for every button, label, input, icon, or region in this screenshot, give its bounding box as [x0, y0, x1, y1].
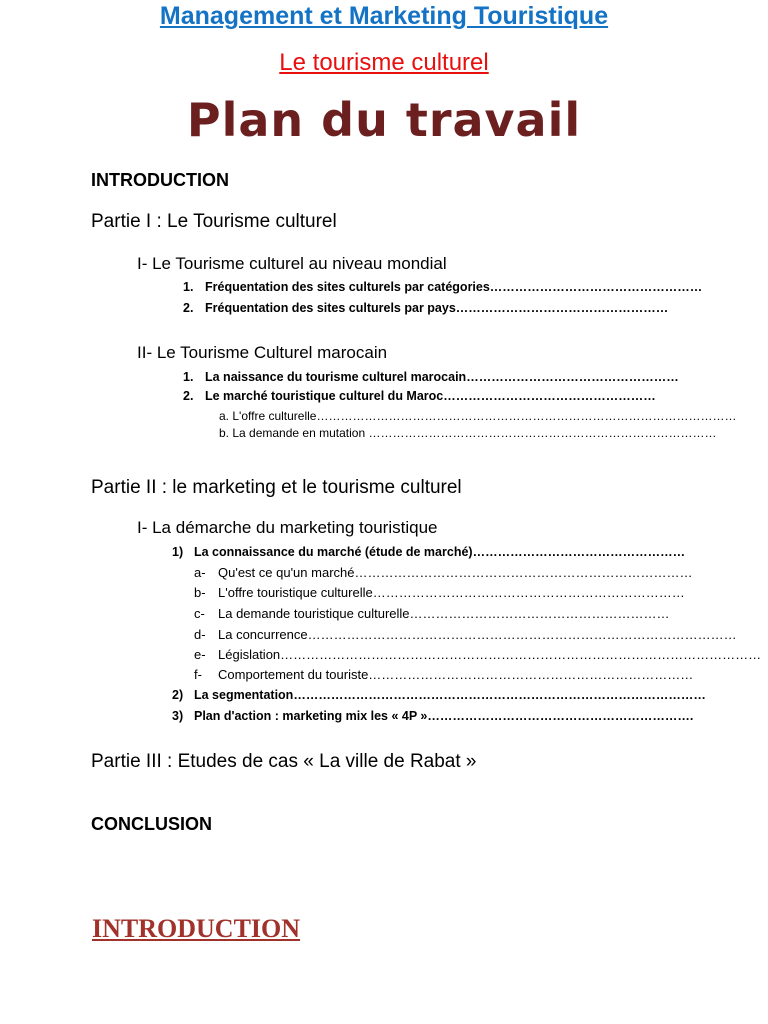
- list-letter: a-: [194, 565, 206, 580]
- list-number: 2.: [183, 389, 194, 403]
- list-text: Le marché touristique culturel du Maroc……………………………………………: [205, 389, 656, 403]
- partie1-title: Partie I : Le Tourisme culturel: [91, 211, 337, 232]
- list-letter: c-: [194, 606, 205, 621]
- list-text: Fréquentation des sites culturels par pays……………………………………………: [205, 301, 669, 315]
- list-subitem: [194, 564, 692, 582]
- list-text: La segmentation………………………………………………………………………………………: [194, 688, 706, 702]
- list-text: La connaissance du marché (étude de marché)……………………………………………: [194, 545, 686, 559]
- list-item: [183, 368, 679, 386]
- list-item: [183, 278, 702, 296]
- list-text: Qu'est ce qu'un marché……………………………………………………………………: [218, 565, 693, 580]
- list-text: Plan d'action : marketing mix les « 4P »……………………………………………………….: [194, 709, 694, 723]
- list-number: 3): [172, 709, 184, 723]
- list-text: La demande en mutation ……………………………………………………………………………: [232, 426, 717, 440]
- outline-conclusion: CONCLUSION: [91, 814, 212, 834]
- list-subitem: [219, 408, 736, 424]
- list-number: 2): [172, 688, 184, 702]
- list-text: L'offre culturelle……………………………………………………………………………………………: [232, 409, 737, 423]
- document-title: Management et Marketing Touristique: [159, 2, 609, 30]
- list-subitem: [194, 626, 737, 644]
- list-subitem: [194, 584, 685, 602]
- list-text: Comportement du touriste…………………………………………………………………: [218, 667, 694, 682]
- list-item: [172, 707, 693, 725]
- section-heading-introduction: INTRODUCTION: [92, 914, 301, 943]
- list-subitem: [194, 666, 693, 684]
- partie3-title: Partie III : Etudes de cas « La ville de Rabat »: [91, 751, 477, 772]
- list-subitem: [194, 646, 761, 664]
- list-item: [172, 686, 706, 704]
- list-letter: a.: [219, 409, 230, 423]
- list-item: [183, 387, 656, 405]
- list-letter: b-: [194, 585, 206, 600]
- list-letter: e-: [194, 647, 206, 662]
- outline-introduction: INTRODUCTION: [91, 170, 229, 190]
- partie2-section1-title: I- La démarche du marketing touristique: [137, 518, 438, 537]
- list-subitem: [219, 425, 716, 441]
- list-text: Fréquentation des sites culturels par catégories……………………………………………: [205, 280, 703, 294]
- list-letter: d-: [194, 627, 206, 642]
- list-text: La demande touristique culturelle……………………………………………………: [218, 606, 670, 621]
- partie2-title: Partie II : le marketing et le tourisme culturel: [91, 477, 462, 498]
- list-text: La naissance du tourisme culturel marocain……………………………………………: [205, 370, 679, 384]
- list-item: [183, 299, 668, 317]
- list-text: Législation…………………………………………………………………………………………………: [218, 647, 762, 662]
- partie1-section1-title: I- Le Tourisme culturel au niveau mondial: [137, 254, 447, 273]
- list-item: [172, 543, 685, 561]
- list-number: 1): [172, 545, 184, 559]
- list-number: 1.: [183, 280, 194, 294]
- partie1-section2-title: II- Le Tourisme Culturel marocain: [137, 343, 388, 362]
- document-subtitle: Le tourisme culturel: [279, 49, 489, 76]
- list-text: La concurrence………………………………………………………………………………………: [218, 627, 737, 642]
- list-number: 1.: [183, 370, 194, 384]
- list-letter: b.: [219, 426, 230, 440]
- plan-title: Plan du travail: [186, 93, 582, 147]
- list-letter: f-: [194, 667, 202, 682]
- list-subitem: [194, 605, 670, 623]
- list-text: L'offre touristique culturelle………………………………………………………………: [218, 585, 685, 600]
- list-number: 2.: [183, 301, 194, 315]
